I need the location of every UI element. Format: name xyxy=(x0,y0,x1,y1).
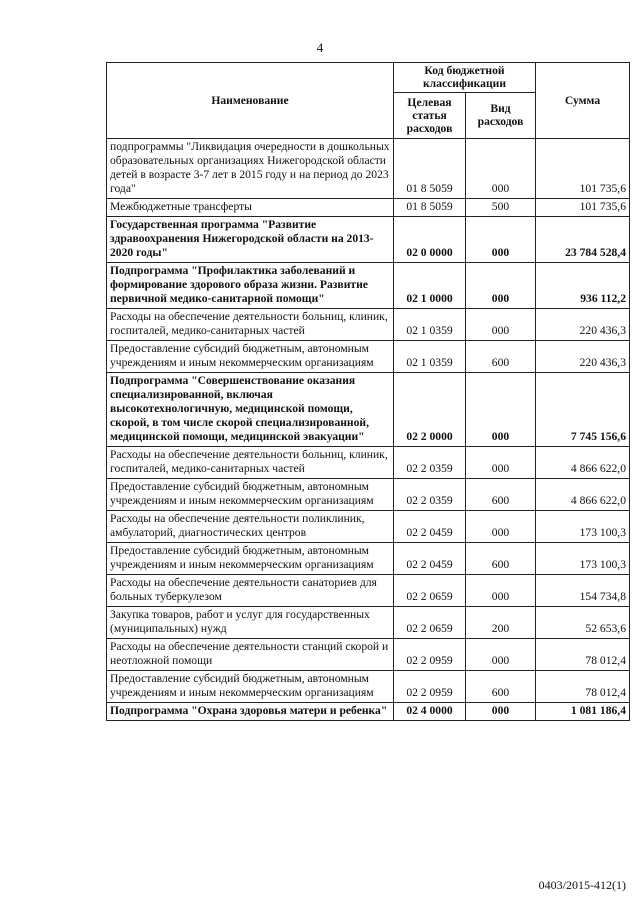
row-target-code: 02 2 0659 xyxy=(394,575,466,607)
header-type: Вид расходов xyxy=(466,93,536,139)
header-target: Целевая статья расходов xyxy=(394,93,466,139)
row-name: Предоставление субсидий бюджетным, автономным учреждениям и иным некоммерческим организациям xyxy=(107,543,394,575)
row-name: Расходы на обеспечение деятельности больниц, клиник, госпиталей, медико-санитарных частей xyxy=(107,447,394,479)
page-number: 4 xyxy=(316,40,324,55)
table-row xyxy=(107,703,630,721)
row-target-code: 02 2 0459 xyxy=(394,543,466,575)
row-target-code: 02 1 0359 xyxy=(394,309,466,341)
row-target-code: 02 1 0000 xyxy=(394,263,466,309)
row-target-code: 02 0 0000 xyxy=(394,217,466,263)
row-name: Закупка товаров, работ и услуг для государственных (муниципальных) нужд xyxy=(107,607,394,639)
header-sum: Сумма xyxy=(536,63,630,139)
row-sum: 101 735,6 xyxy=(536,139,630,199)
table-row xyxy=(107,479,630,511)
row-expense-type: 500 xyxy=(466,199,536,217)
table-row xyxy=(107,373,630,447)
budget-body xyxy=(107,139,630,721)
row-sum: 4 866 622,0 xyxy=(536,479,630,511)
row-expense-type: 600 xyxy=(466,479,536,511)
row-target-code: 01 8 5059 xyxy=(394,139,466,199)
row-sum: 101 735,6 xyxy=(536,199,630,217)
row-sum: 1 081 186,4 xyxy=(536,703,630,721)
table-row xyxy=(107,639,630,671)
row-name: подпрограммы "Ликвидация очередности в дошкольных образовательных организациях Нижегородской области детей в возрасте 3-7 лет в 2015 году и на период до 2023 года" xyxy=(107,139,394,199)
row-sum: 52 653,6 xyxy=(536,607,630,639)
row-expense-type: 000 xyxy=(466,309,536,341)
row-target-code: 02 2 0359 xyxy=(394,479,466,511)
row-expense-type: 000 xyxy=(466,575,536,607)
row-sum: 173 100,3 xyxy=(536,543,630,575)
row-expense-type: 000 xyxy=(466,263,536,309)
table-row xyxy=(107,139,630,199)
table-row xyxy=(107,263,630,309)
row-name: Расходы на обеспечение деятельности поликлиник, амбулаторий, диагностических центров xyxy=(107,511,394,543)
row-name: Государственная программа "Развитие здравоохранения Нижегородской области на 2013-2020 годы" xyxy=(107,217,394,263)
row-name: Подпрограмма "Охрана здоровья матери и ребенка" xyxy=(107,703,394,721)
row-target-code: 02 2 0959 xyxy=(394,671,466,703)
table-row xyxy=(107,575,630,607)
row-name: Предоставление субсидий бюджетным, автономным учреждениям и иным некоммерческим организациям xyxy=(107,341,394,373)
row-name: Межбюджетные трансферты xyxy=(107,199,394,217)
row-target-code: 01 8 5059 xyxy=(394,199,466,217)
row-sum: 23 784 528,4 xyxy=(536,217,630,263)
row-target-code: 02 4 0000 xyxy=(394,703,466,721)
row-sum: 936 112,2 xyxy=(536,263,630,309)
row-target-code: 02 2 0959 xyxy=(394,639,466,671)
row-target-code: 02 1 0359 xyxy=(394,341,466,373)
row-expense-type: 000 xyxy=(466,639,536,671)
row-sum: 7 745 156,6 xyxy=(536,373,630,447)
row-sum: 154 734,8 xyxy=(536,575,630,607)
row-sum: 78 012,4 xyxy=(536,639,630,671)
table-row xyxy=(107,543,630,575)
table-row xyxy=(107,217,630,263)
budget-table xyxy=(106,62,630,721)
row-sum: 78 012,4 xyxy=(536,671,630,703)
row-expense-type: 600 xyxy=(466,671,536,703)
row-target-code: 02 2 0459 xyxy=(394,511,466,543)
table-row xyxy=(107,671,630,703)
row-name: Подпрограмма "Совершенствование оказания специализированной, включая высокотехнологичную, медицинской помощи, скорой, в том числе скорой специализированной, медицинской помощи, медицинской эвакуации" xyxy=(107,373,394,447)
row-name: Предоставление субсидий бюджетным, автономным учреждениям и иным некоммерческим организациям xyxy=(107,479,394,511)
row-name: Расходы на обеспечение деятельности станций скорой и неотложной помощи xyxy=(107,639,394,671)
row-expense-type: 000 xyxy=(466,447,536,479)
row-expense-type: 000 xyxy=(466,139,536,199)
row-name: Предоставление субсидий бюджетным, автономным учреждениям и иным некоммерческим организациям xyxy=(107,671,394,703)
row-name: Расходы на обеспечение деятельности больниц, клиник, госпиталей, медико-санитарных частей xyxy=(107,309,394,341)
row-sum: 220 436,3 xyxy=(536,341,630,373)
row-expense-type: 600 xyxy=(466,543,536,575)
row-target-code: 02 2 0659 xyxy=(394,607,466,639)
row-name: Подпрограмма "Профилактика заболеваний и формирование здорового образа жизни. Развитие первичной медико-санитарной помощи" xyxy=(107,263,394,309)
row-sum: 220 436,3 xyxy=(536,309,630,341)
table-row xyxy=(107,341,630,373)
row-target-code: 02 2 0359 xyxy=(394,447,466,479)
row-expense-type: 000 xyxy=(466,373,536,447)
row-expense-type: 600 xyxy=(466,341,536,373)
row-sum: 4 866 622,0 xyxy=(536,447,630,479)
table-row xyxy=(107,199,630,217)
row-name: Расходы на обеспечение деятельности санаториев для больных туберкулезом xyxy=(107,575,394,607)
table-row xyxy=(107,309,630,341)
table-row xyxy=(107,511,630,543)
row-expense-type: 000 xyxy=(466,217,536,263)
row-expense-type: 000 xyxy=(466,511,536,543)
row-expense-type: 000 xyxy=(466,703,536,721)
table-row xyxy=(107,447,630,479)
footer-code: 0403/2015-412(1) xyxy=(538,878,626,892)
row-sum: 173 100,3 xyxy=(536,511,630,543)
header-code-group: Код бюджетной классификации xyxy=(394,63,536,93)
row-target-code: 02 2 0000 xyxy=(394,373,466,447)
row-expense-type: 200 xyxy=(466,607,536,639)
table-row xyxy=(107,607,630,639)
header-name: Наименование xyxy=(107,63,394,139)
